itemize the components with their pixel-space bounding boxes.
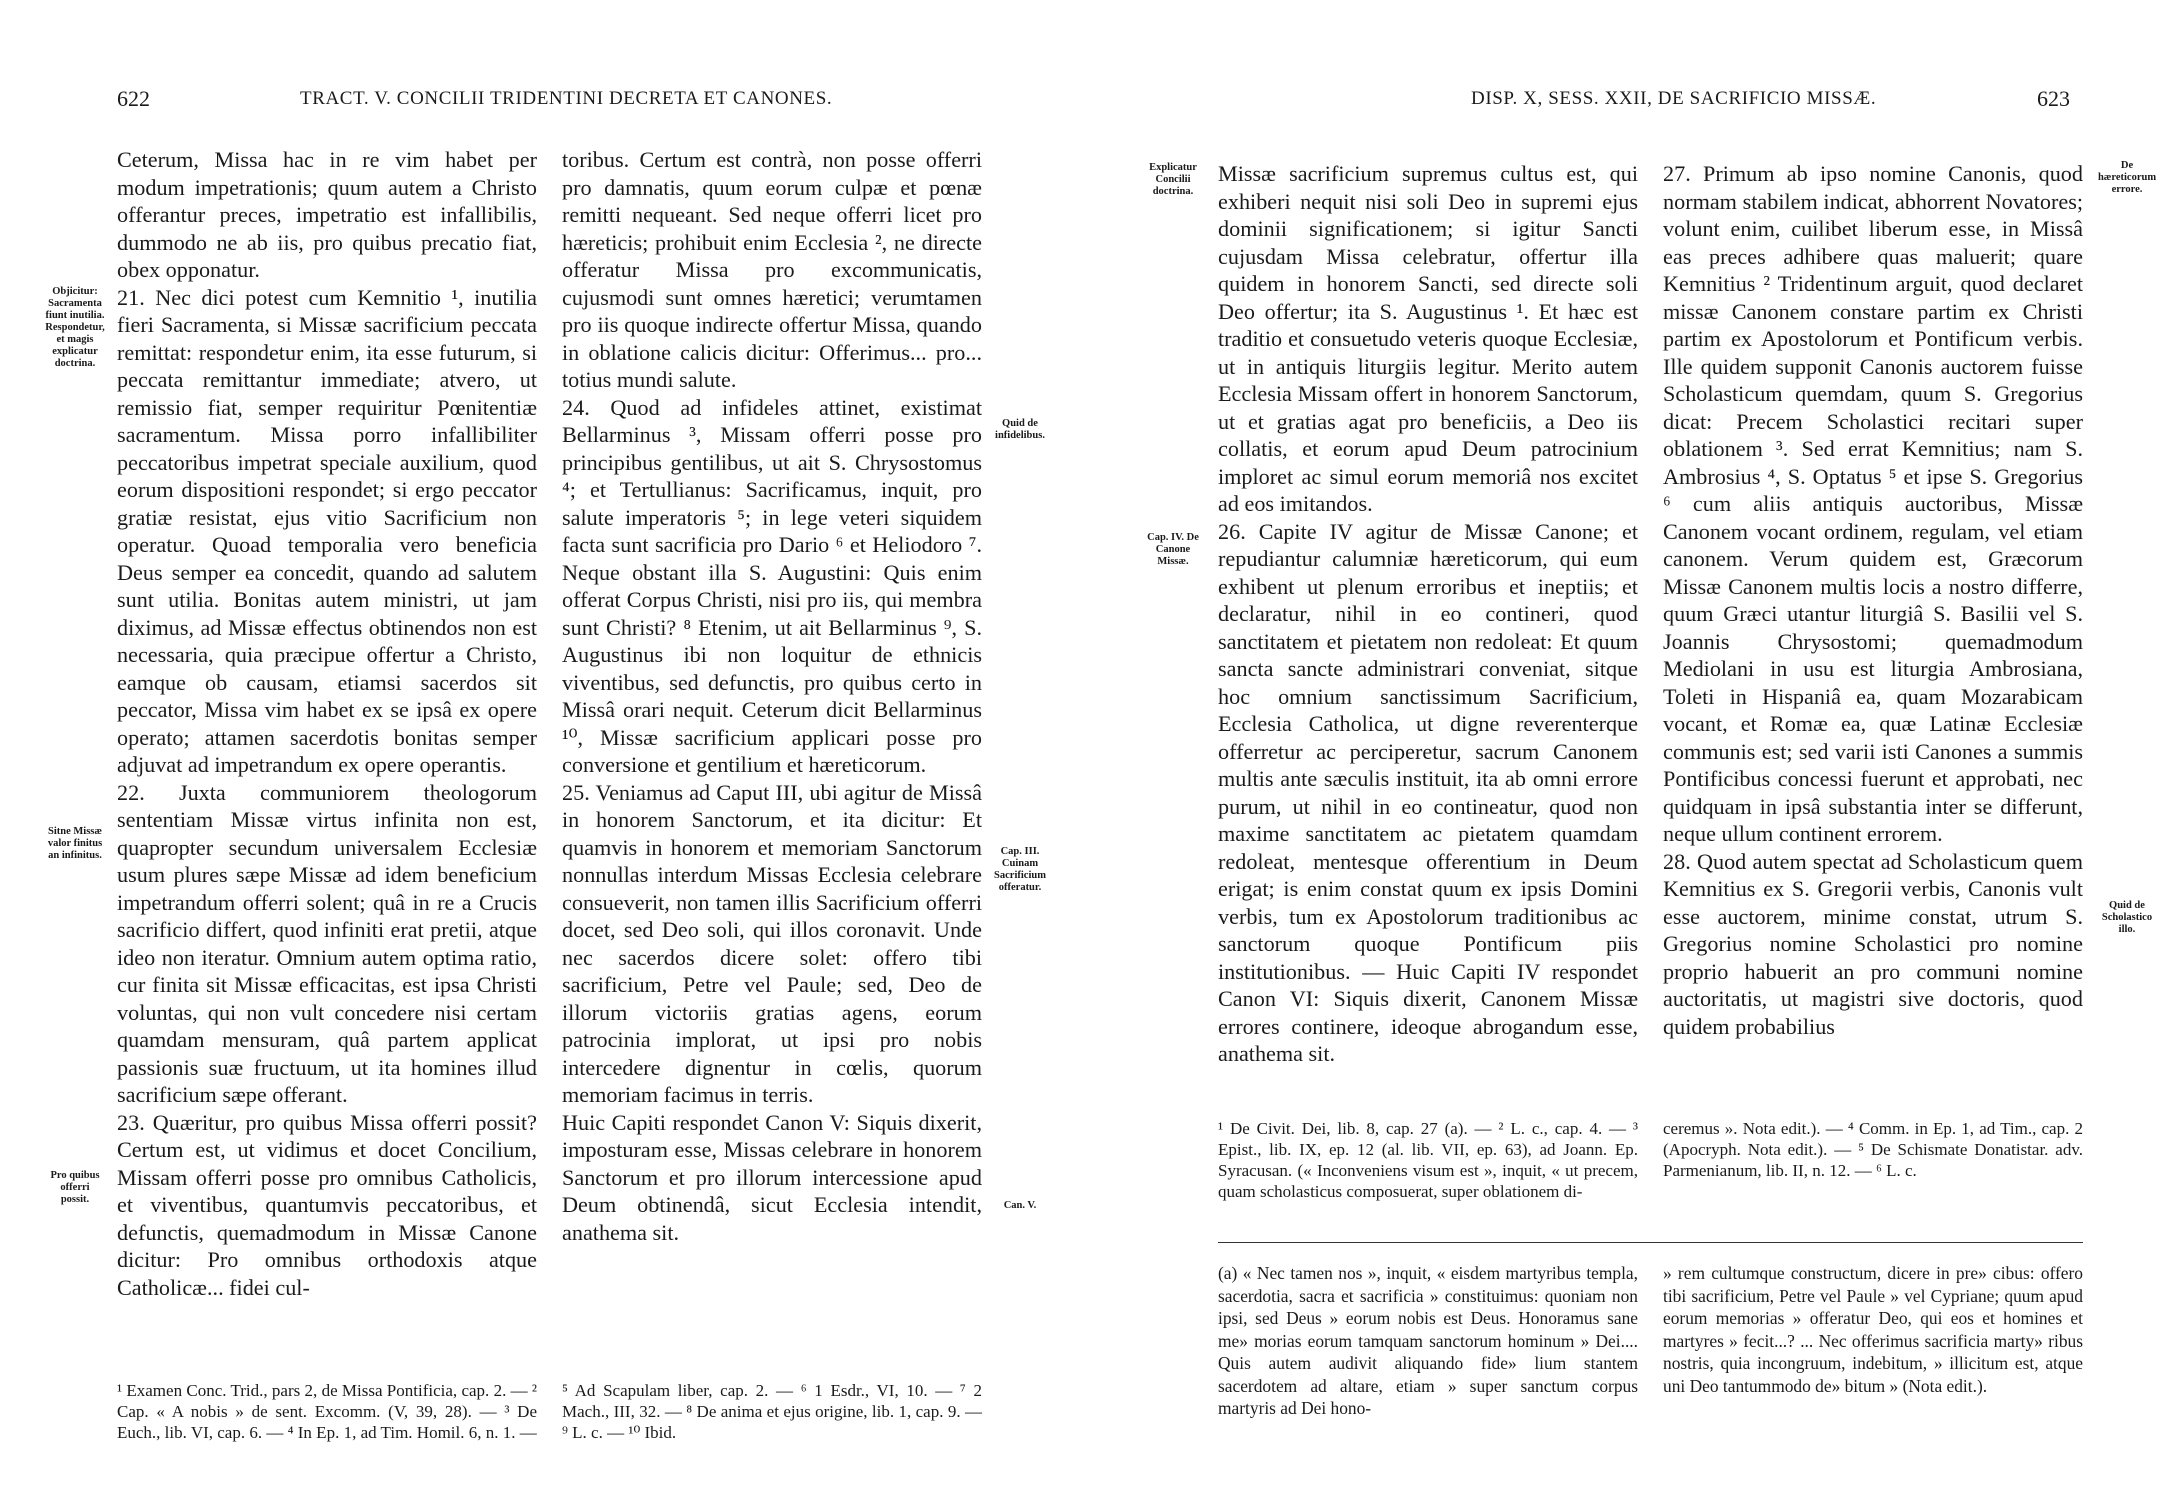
running-head: TRACT. V. CONCILII TRIDENTINI DECRETA ET CANONES. bbox=[300, 88, 833, 109]
page-number: 623 bbox=[2037, 86, 2070, 111]
paragraph: 24. Quod ad infideles attinet, existimat Bellarminus ³, Missam offerri posse pro principibus gentilibus, ut ait S. Chrysostomus ⁴; et Tertullianus: Sacrificamus, inquit, pro salute imperatoris ⁵; in lege veteri siquidem facta sunt sacrificia pro Dario ⁶ et Heliodoro ⁷. Neque obstant illa S. Augustini: Quis enim offerat Corpus Christi, nisi pro iis, qui membra sunt Christi? ⁸ Etenim, ut ait Bellarminus ⁹, S. Augustinus ibi non loquitur de ethnicis viventibus, sed defunctis, pro quibus certo in Missâ orari nequit. Ceterum dicit Bellarminus ¹⁰, Missæ sacrificium applicari posse pro conversione et gentilium et hæreticorum. bbox=[562, 394, 982, 777]
paragraph: 28. Quod autem spectat ad Scholasticum quem Kemnitius ex S. Gregorii verbis, Canonis vult esse auctorem, minime constat, utrum S. Gregorius nomine Scholastici pro nomine proprio habuerit an pro communi nomine auctoritatis, ut magistri sive doctoris, quod quidem probabilius bbox=[1663, 848, 2083, 1039]
margin-note: Objicitur: Sacramenta fiunt inutilia. Respondetur, et magis explicatur doctrina. bbox=[45, 286, 105, 369]
running-head: DISP. X, SESS. XXII, DE SACRIFICIO MISSÆ. bbox=[1471, 88, 1877, 109]
margin-note: Cap. III. Cuinam Sacrificium offeratur. bbox=[994, 846, 1046, 893]
paragraph: Huic Capiti respondet Canon V: Siquis dixerit, imposturam esse, Missas celebrare in honorem Sanctorum et pro illorum intercessione apud Deum obtinendâ, sicut Ecclesia intendit, anathema sit. bbox=[562, 1109, 982, 1245]
paragraph: toribus. Certum est contrà, non posse offerri pro damnatis, quum eorum culpæ et pœnæ remitti nequeant. Sed neque offerri licet pro hæreticis; prohibuit enim Ecclesia ², ne directe offeratur Missa pro excommunicatis, cujusmodi sunt omnes hæretici; verumtamen pro iis quoque indirecte offertur Missa, quando in oblatione calicis dicitur: Offerimus... pro... totius mundi salute. bbox=[562, 147, 982, 392]
footnotes-column-1 bbox=[117, 1380, 537, 1443]
margin-note: Quid de Scholastico illo. bbox=[2101, 900, 2153, 935]
footnote-text: ⁵ Ad Scapulam liber, cap. 2. — ⁶ 1 Esdr., VI, 10. — ⁷ 2 Mach., III, 32. — ⁸ De anima et ejus origine, lib. 1, cap. 9. — ⁹ L. c. — ¹⁰ Ibid. bbox=[562, 1381, 982, 1442]
text-column-1 bbox=[1218, 160, 1638, 1068]
margin-note: De hæreticorum errore. bbox=[2097, 160, 2157, 195]
footnotes-column-2 bbox=[562, 1380, 982, 1443]
margin-note: Sitne Missæ valor finitus an infinitus. bbox=[47, 826, 103, 861]
footnotes-column-2 bbox=[1663, 1118, 2083, 1181]
margin-note: Pro quibus offerri possit. bbox=[50, 1170, 100, 1205]
paragraph: 21. Nec dici potest cum Kemnitio ¹, inutilia fieri Sacramenta, si Missæ sacrificium peccata remittat: respondetur enim, ita esse futurum, si peccata remittantur immediate; atvero, ut remissio fiat, semper requiritur Pœnitentiæ sacramentum. Missa porro infallibiliter peccatoribus impetrat speciale auxilium, quod eorum dispositioni respondet; si ergo peccator gratiæ resistat, ejus vitio Sacrificium non operatur. Quoad temporalia vero beneficia Deus semper ea concedit, quando ad salutem sunt utilia. Bonitas autem ministri, ut jam diximus, ad Missæ effectus obtinendos non est necessaria, quia præcipue offertur a Christo, eamque ob causam, etiamsi sacerdos sit peccator, Missa vim habet ex se ipsâ ex opere operato; attamen sacerdotis bonitas semper adjuvat ad impetrandum ex opere operantis. bbox=[117, 284, 537, 777]
text-column-1 bbox=[117, 146, 537, 1301]
paragraph: 25. Veniamus ad Caput III, ubi agitur de Missâ in honorem Sanctorum, et ita dicitur: Et quamvis in honorem et memoriam Sanctorum nonnullas interdum Missas Ecclesia celebrare consueverit, non tamen illis Sacrificium offerri docet, sed Deo soli, qui illos coronavit. Unde nec sacerdos dicere solet: offero tibi sacrificium, Petre vel Paule; sed, Deo de illorum victoriis gratias agens, eorum patrocinia implorat, ut ipsi pro nobis intercedere dignentur in cœlis, quorum memoriam facimus in terris. bbox=[562, 779, 982, 1107]
footnote-text: ceremus ». Nota edit.). — ⁴ Comm. in Ep. 1, ad Tim., cap. 2 (Apocryph. Nota edit.). — ⁵ De Schismate Donatistar. adv. Parmenianum, lib. II, n. 12. — ⁶ L. c. bbox=[1663, 1119, 2083, 1180]
editor-note-column-1 bbox=[1218, 1262, 1638, 1420]
page-number: 622 bbox=[117, 86, 150, 111]
text-column-2 bbox=[562, 146, 982, 1246]
separator-rule bbox=[1218, 1242, 2083, 1243]
footnotes-column-1 bbox=[1218, 1118, 1638, 1202]
paragraph: 22. Juxta communiorem theologorum sententiam Missæ virtus infinita non est, quapropter secundum universalem Ecclesiæ usum plures sæpe Missæ ad idem beneficium impetrandum offerri solent; quâ in re a Crucis sacrificio differt, quod infiniti erat pretii, atque ideo non iteratur. Omnium autem optima ratio, cur finita sit Missæ efficacitas, est ipsa Christi voluntas, qui non vult concedere nisi certam quamdam mensuram, quâ partem applicat passionis suæ fructuum, ut ita homines illud sacrificium sæpe offerant. bbox=[117, 779, 537, 1107]
paragraph: 26. Capite IV agitur de Missæ Canone; et repudiantur calumniæ hæreticorum, qui eum exhibent ut plenum erroribus et ineptiis; et declaratur, nihil in eo contineri, quod sanctitatem et pietatem non redoleat: Et quum sancta sancte administrari conveniat, sitque hoc omnium sanctissimum Sacrificium, Ecclesia Catholica, ut digne reverenterque offerretur ac perciperetur, sacrum Canonem multis ante sæculis instituit, ita ab omni errore purum, ut nihil in eo contineatur, quod non maxime sanctitatem ac pietatem quamdam redoleat, mentesque offerentium in Deum erigat; is enim constat quum ex ipsis Domini verbis, tum ex Apostolorum traditionibus ac sanctorum quoque Pontificum piis institutionibus. — Huic Capiti IV respondet Canon VI: Siquis dixerit, Canonem Missæ errores continere, ideoque abrogandum esse, anathema sit. bbox=[1218, 518, 1638, 1066]
editor-note-column-2 bbox=[1663, 1262, 2083, 1397]
paragraph: 23. Quæritur, pro quibus Missa offerri possit? Certum est, ut vidimus et docet Concilium, Missam offerri posse pro omnibus Catholicis, et viventibus, quantumvis peccatoribus, et defunctis, quemadmodum in Missæ Canone dicitur: Pro omnibus orthodoxis atque Catholicæ... fidei cul- bbox=[117, 1109, 537, 1300]
paragraph: Ceterum, Missa hac in re vim habet per modum impetrationis; quum autem a Christo offerantur preces, impetratio est infallibilis, dummodo ne ab iis, pro quibus precatio fiat, obex opponatur. bbox=[117, 147, 537, 282]
text-column-2 bbox=[1663, 160, 2083, 1040]
paragraph: 27. Primum ab ipso nomine Canonis, quod normam stabilem indicat, abhorrent Novatores; volunt enim, cuilibet liberum esse, in Missâ eas preces adhibere quas maluerit; quare Kemnitius ² Tridentinum arguit, quod declaret missæ Canonem constare partim ex Christi partim ex Apostolorum et Pontificum verbis. Ille quidem supponit Canonis auctorem fuisse Scholasticum quemdam, quum S. Gregorius dicat: Precem Scholastici recitari super oblationem ³. Sed errat Kemnitius; nam S. Ambrosius ⁴, S. Optatus ⁵ et ipse S. Gregorius ⁶ cum aliis antiquis auctoribus, Missæ Canonem vocant ordinem, regulam, vel etiam canonem. Verum quidem est, Græcorum Missæ Canonem multis locis a nostro differre, quum Græci utantur liturgiâ S. Basilii vel S. Joannis Chrysostomi; quemadmodum Mediolani in usu est liturgia Ambrosiana, Toleti in Hispaniâ ea, quam Mozarabicam vocant, et Romæ ea, quæ Latinæ Ecclesiæ communis est; sed varii isti Canones a summis Pontificibus concessi fuerunt et approbati, nec quidquam in ipsâ substantia inter se differunt, neque ullum continent errorem. bbox=[1663, 161, 2083, 846]
footnote-text: ¹ Examen Conc. Trid., pars 2, de Missa Pontificia, cap. 2. — ² Cap. « A nobis » de sent. Excomm. (V, 39, 28). — ³ De Euch., lib. VI, cap. 6. — ⁴ In Ep. 1, ad Tim. Homil. 6, n. 1. — bbox=[117, 1381, 537, 1442]
editor-note-text: (a) « Nec tamen nos », inquit, « eisdem martyribus templa, sacerdotia, sacra et sacrificia » constituimus: quoniam non ipsi, sed Deus » eorum nobis est Deus. Honoramus sane me» morias eorum tamquam sanctorum hominum » Dei.... Quis autem audivit aliquando fide» lium stantem sacerdotem ad altare, etiam » super sanctum corpus martyris ad Dei hono- bbox=[1218, 1263, 1638, 1418]
margin-note: Explicatur Concilii doctrina. bbox=[1149, 162, 1197, 197]
editor-note-text: » rem cultumque constructum, dicere in pre» cibus: offero tibi sacrificium, Petre vel Paule » vel Cypriane; quum apud eorum memorias » offeratur Deo, qui eos et homines et martyres » fecit...? ... Nec offerimus sacrificia marty» ribus nostris, quia incongruum, indebitum, » illicitum est, atque uni Deo tantummodo de» bitum » (Nota edit.). bbox=[1663, 1263, 2083, 1396]
margin-note: Can. V. bbox=[1003, 1200, 1037, 1211]
margin-note: Cap. IV. De Canone Missæ. bbox=[1147, 532, 1199, 567]
margin-note: Quid de infidelibus. bbox=[995, 418, 1045, 441]
footnote-text: ¹ De Civit. Dei, lib. 8, cap. 27 (a). — ² L. c., cap. 4. — ³ Epist., lib. IX, ep. 12 (al. lib. VII, ep. 63), ad Joann. Ep. Syracusan. (« Inconveniens visum est », inquit, « ut precem, quam scholasticus composuerat, super oblationem di- bbox=[1218, 1119, 1638, 1201]
paragraph: Missæ sacrificium supremus cultus est, qui exhiberi nequit nisi soli Deo in supremi ejus dominii significationem; si igitur Sancti cujusdam Missa celebratur, offertur illa quidem in honorem Sancti, sed directe soli Deo offertur; ita S. Augustinus ¹. Et hæc est traditio et consuetudo veteris quoque Ecclesiæ, ut in antiquis liturgiis legitur. Merito autem Ecclesia Missam offert in honorem Sanctorum, ut et gratias agat pro beneficiis, a Deo iis collatis, et eorum apud Deum patrocinium imploret ac simul eorum memoriâ nos excitet ad eos imitandos. bbox=[1218, 161, 1638, 516]
right-page bbox=[1091, 0, 2182, 1500]
